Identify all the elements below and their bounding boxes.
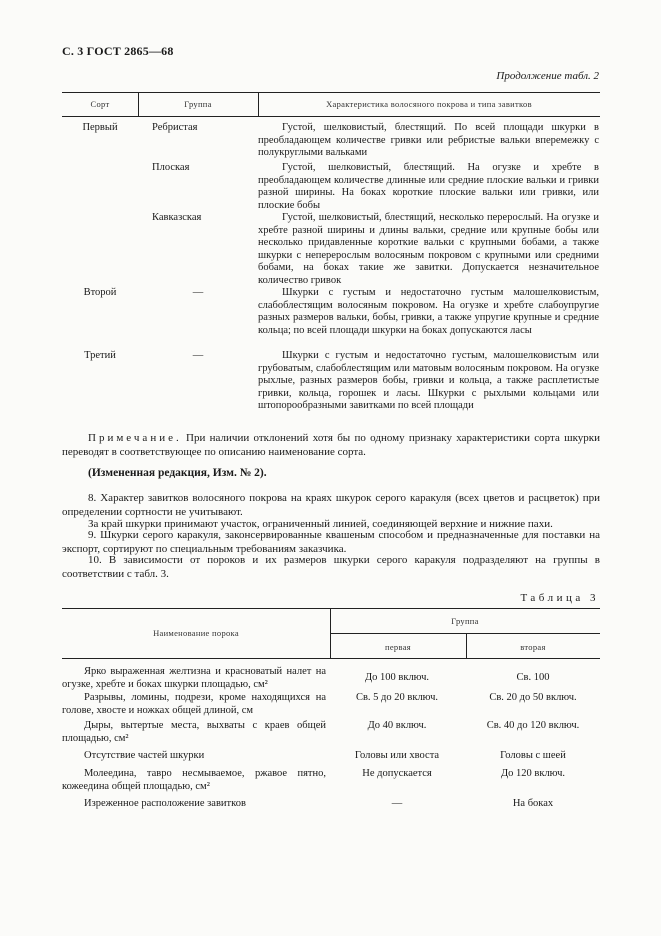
group-first-value: До 100 включ.: [364, 672, 430, 683]
group-first-value: До 40 включ.: [367, 720, 427, 731]
table-header-rule: [62, 658, 600, 659]
table-cell-group: Плоская: [152, 162, 190, 173]
group-second-value: На боках: [512, 798, 554, 809]
column-header-group: Группа: [451, 616, 479, 626]
column-header-second: вторая: [520, 642, 546, 652]
group-second-value: До 120 включ.: [500, 768, 566, 779]
table-cell-group: Ребристая: [152, 122, 198, 133]
table-cell-description: [258, 212, 599, 287]
column-header-group: Группа: [184, 98, 212, 109]
defect-name: Молеедина, тавро несмываемое, ржавое пятно, кожеедина общей площадью, см²: [62, 768, 326, 792]
table-cell-group: —: [192, 287, 204, 298]
paragraph-9: 9. Шкурки серого каракуля, законсервированные квашеным способом и предназначенные для поставки на экспорт, сортируют по специальным требованиям заказчика.: [62, 529, 600, 555]
defect-name: Отсутствие частей шкурки: [84, 750, 205, 761]
amendment-note: (Измененная редакция, Изм. № 2).: [88, 467, 267, 479]
page-header: С. 3 ГОСТ 2865—68: [62, 44, 174, 58]
column-header-sort: Сорт: [90, 98, 110, 109]
defect-name: Дыры, вытертые места, выхваты с краев общей площадью, см²: [62, 720, 326, 744]
paragraph-8-note: За край шкурки принимают участок, ограниченный линией, соединяющей верхние и нижние пахи.: [88, 518, 553, 530]
defect-name: Ярко выраженная желтизна и красноватый налет на огузке, хребте и боках шкурки площадью, см²: [62, 666, 326, 690]
note-text: При наличии отклонений хотя бы по одному признаку характеристики сорта шкурки переводят в соответствующее по описанию наименование сорта.: [62, 432, 601, 458]
table-cell-description: [258, 122, 599, 160]
group-second-value: Головы с шеей: [500, 750, 566, 761]
group-second-value: Св. 100: [516, 672, 550, 683]
description-text: Шкурки с густым и недостаточно густым малошелковистым, слабоблестящим волосяным покровом. На огузке и хребте слабоупругие разных размеров вальки, бобы, гривки, а также упругие крупные и средние кольца; по всей площади шкурки на боках допускаются ласы: [258, 287, 599, 336]
group-first-value: Не допускается: [362, 768, 432, 779]
group-second-value: Св. 20 до 50 включ.: [489, 692, 577, 703]
description-text: Густой, шелковистый, блестящий. На огузке и хребте в преобладающем количестве длинные или средние плоские вальки и гривки разной ширины. На боках короткие плоские вальки или гривки, или плоские бобы: [258, 162, 599, 211]
table-note: [62, 432, 600, 459]
group-first-value: —: [391, 798, 403, 809]
table-cell-group: —: [192, 350, 204, 361]
column-header-description: Характеристика волосяного покрова и типа завитков: [326, 98, 532, 109]
note-lead: Примечание.: [88, 432, 182, 444]
table-cell-group: Кавказская: [152, 212, 202, 223]
table-cell-sort: Первый: [82, 122, 118, 133]
group-subheader-rule: [330, 633, 600, 634]
description-text: Густой, шелковистый, блестящий, несколько перерослый. На огузке и хребте разной ширины и длины вальки, средние или крупные бобы или несколько придавленные короткие вальки с крупными бобами, а также шкурки с неперерослым волосяным покровом с крупными или средними бобами, на боках такие же завитки. Допускается незначительное количество гривок: [258, 212, 599, 286]
column-header-first: первая: [385, 642, 411, 652]
table-top-rule: [62, 608, 600, 609]
group-second-value: Св. 40 до 120 включ.: [486, 720, 580, 731]
table-cell-description: [258, 162, 599, 212]
table-continuation-label: Продолжение табл. 2: [496, 70, 599, 82]
column-header-defect: Наименование порока: [153, 628, 239, 638]
table-cell-sort: Второй: [83, 287, 117, 298]
defect-name: Изреженное расположение завитков: [84, 798, 246, 809]
paragraph-10: 10. В зависимости от пороков и их размеров шкурки серого каракуля подразделяют на группы в соответствии с табл. 3.: [62, 554, 600, 580]
paragraph-8: 8. Характер завитков волосяного покрова на краях шкурок серого каракуля (всех цветов и расцветок) при определении сортности не учитывают.: [62, 492, 600, 518]
table-3-label: Таблица 3: [520, 592, 599, 604]
group-first-value: Головы или хвоста: [354, 750, 440, 761]
group-first-value: Св. 5 до 20 включ.: [355, 692, 439, 703]
description-text: Густой, шелковистый, блестящий. По всей площади шкурки в преобладающем количестве гривки или ребристые вальки вперемежку с полукруглыми вальками: [258, 122, 599, 158]
defect-name: Разрывы, ломины, подрези, кроме находящихся на голове, хвосте и ножках общей длиной, см: [62, 692, 326, 716]
description-text: Шкурки с густым и недостаточно густым, малошелковистым или грубоватым, слабоблестящим или матовым волосяным покровом. На огузке рыхлые, разных размеров бобы, гривки и кольца, а также расплетистые гривки, кольца, горошек и ласы. Шкурки с рыхлыми кольцами или штопорообразными завитками по всей площади: [258, 350, 599, 411]
table-cell-sort: Третий: [84, 350, 116, 361]
table-cell-description: [258, 287, 599, 337]
table-header-rule: [62, 116, 600, 117]
table-cell-description: [258, 350, 599, 413]
